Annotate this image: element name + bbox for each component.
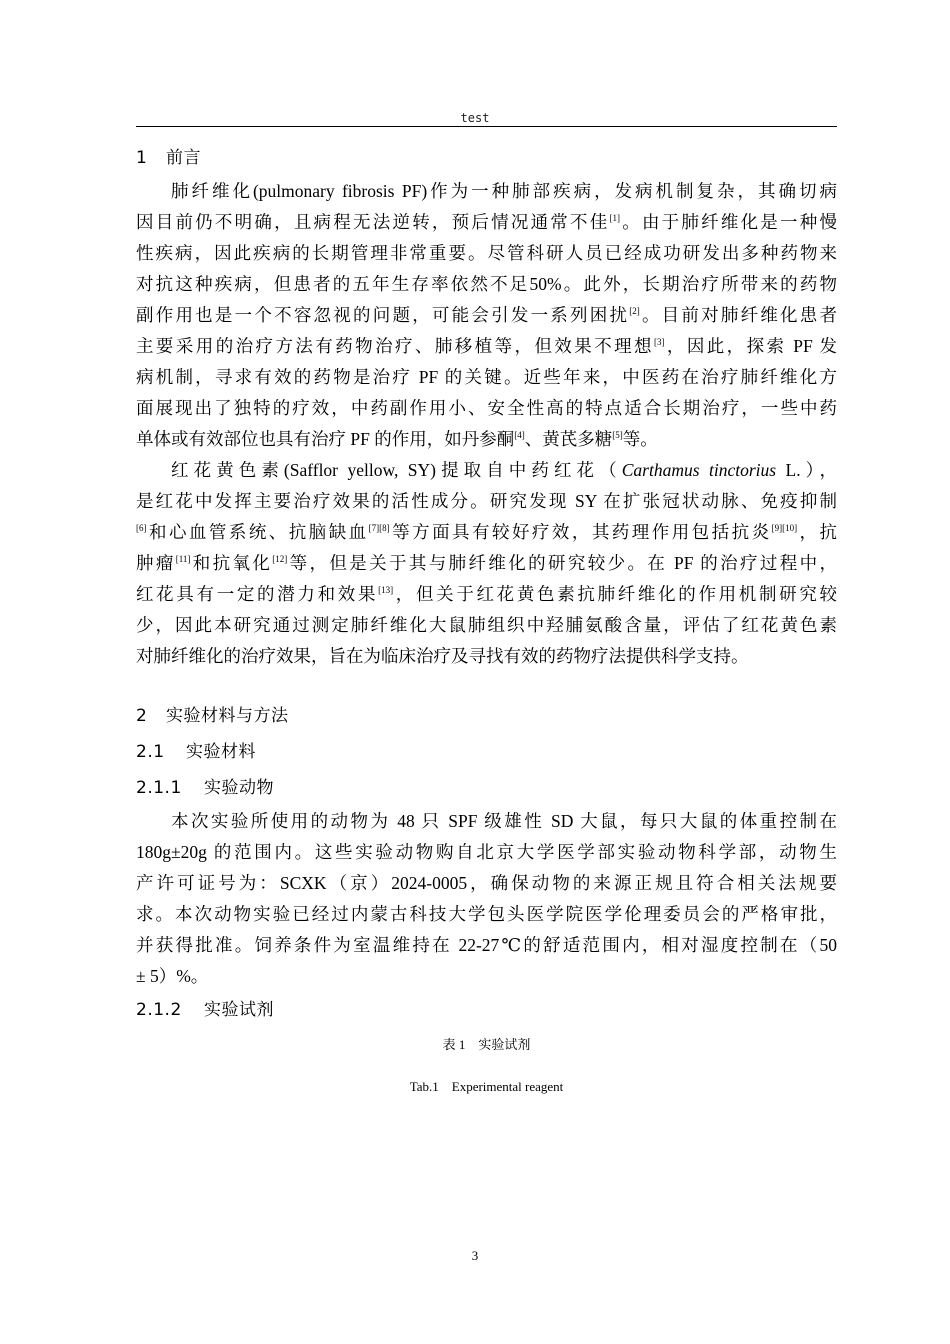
running-header: test	[460, 111, 490, 125]
citation: [5]	[612, 430, 623, 440]
section-spacer	[136, 672, 837, 698]
section-number: 2.1	[136, 742, 165, 762]
text-line: 本次实验所使用的动物为 48 只 SPF 级雄性 SD 大鼠，每只大鼠的体重控制在	[171, 811, 837, 831]
text-line: 面展现出了独特的疗效，中药副作用小、安全性高的特点适合长期治疗，一些中药	[136, 398, 837, 418]
citation: [6]	[136, 523, 147, 533]
citation: [2]	[629, 306, 640, 316]
citation: [3]	[653, 337, 665, 347]
section-heading-2-1-2	[136, 992, 837, 1028]
header-rule	[136, 126, 837, 127]
table-caption-cn: 表 1 实验试剂	[442, 1037, 531, 1052]
species-name: Carthamus tinctorius	[621, 460, 777, 480]
intro-paragraph-2	[136, 455, 837, 672]
text-line: ± 5）%。	[136, 966, 209, 986]
text-line: 产许可证号为：SCXK（京）2024-0005，确保动物的来源正规且符合相关法规要	[136, 873, 837, 893]
section-number: 1	[136, 148, 148, 168]
section-title: 实验材料与方法	[166, 706, 289, 726]
section-number: 2	[136, 706, 148, 726]
section-title: 实验试剂	[204, 1000, 274, 1020]
section-heading-1	[136, 140, 837, 176]
text-line: 肺纤维化(pulmonary fibrosis PF)作为一种肺部疾病，发病机制复杂，其确切病	[171, 181, 837, 201]
page-number: 3	[471, 1248, 479, 1263]
section-title: 实验材料	[186, 742, 256, 762]
text-line: 因目前仍不明确，且病程无法逆转，预后情况通常不佳[1]。由于肺纤维化是一种慢	[136, 212, 837, 232]
text-line: 性疾病，因此疾病的长期管理非常重要。尽管科研人员已经成功研发出多种药物来	[136, 243, 837, 263]
citation: [13]	[378, 585, 394, 595]
text-line: 红花具有一定的潜力和效果[13]，但关于红花黄色素抗肺纤维化的作用机制研究较	[136, 584, 838, 604]
text-line: [6]和心血管系统、抗脑缺血[7][8]等方面具有较好疗效，其药理作用包括抗炎[9][10]，抗	[136, 522, 838, 542]
page-body	[136, 140, 837, 1098]
text-line: 180g±20g 的范围内。这些实验动物购自北京大学医学部实验动物科学部，动物生	[136, 842, 837, 862]
text-line: 少，因此本研究通过测定肺纤维化大鼠肺组织中羟脯氨酸含量，评估了红花黄色素	[136, 615, 837, 635]
text-line: 对抗这种疾病，但患者的五年生存率依然不足50%。此外，长期治疗所带来的药物	[136, 274, 837, 294]
section-heading-2-1-1	[136, 770, 837, 806]
text-line: 病机制，寻求有效的药物是治疗 PF 的关键。近些年来，中医药在治疗肺纤维化方	[136, 367, 837, 387]
citation: [12]	[272, 554, 288, 564]
citation: [1]	[609, 213, 620, 223]
text-line: 求。本次动物实验已经过内蒙古科技大学包头医学院医学伦理委员会的严格审批，	[136, 904, 837, 924]
table-caption-en: Tab.1 Experimental reagent	[409, 1079, 564, 1094]
section-title: 实验动物	[204, 778, 274, 798]
section-heading-2-1	[136, 734, 837, 770]
section-number: 2.1.1	[136, 778, 182, 798]
text-line: 主要采用的治疗方法有药物治疗、肺移植等，但效果不理想[3]，因此，探索 PF 发	[136, 336, 838, 356]
intro-paragraph-1	[136, 176, 837, 455]
text-line: 是红花中发挥主要治疗效果的活性成分。研究发现 SY 在扩张冠状动脉、免疫抑制	[136, 491, 837, 511]
citation: [4]	[514, 430, 525, 440]
citation: [9][10]	[771, 523, 798, 533]
text-line: 肿瘤[11]和抗氧化[12]等，但是关于其与肺纤维化的研究较少。在 PF 的治疗过程中，	[136, 553, 837, 573]
text-line: 单体或有效部位也具有治疗 PF 的作用，如丹参酮[4]、黄芪多糖[5]等。	[136, 429, 658, 449]
text-line: 红花黄色素(Safflor yellow, SY)提取自中药红花（Carthamus tinctorius L.），	[171, 460, 837, 480]
citation: [7][8]	[368, 523, 390, 533]
text-line: 并获得批准。饲养条件为室温维持在 22-27℃的舒适范围内，相对湿度控制在（50	[136, 935, 837, 955]
section-title: 前言	[166, 148, 201, 168]
section-number: 2.1.2	[136, 1000, 182, 1020]
text-line: 副作用也是一个不容忽视的问题，可能会引发一系列困扰[2]。目前对肺纤维化患者	[136, 305, 838, 325]
text-line: 对肺纤维化的治疗效果，旨在为临床治疗及寻找有效的药物疗法提供科学支持。	[136, 646, 749, 666]
section-heading-2	[136, 698, 837, 734]
animals-paragraph	[136, 806, 837, 992]
citation: [11]	[175, 554, 191, 564]
